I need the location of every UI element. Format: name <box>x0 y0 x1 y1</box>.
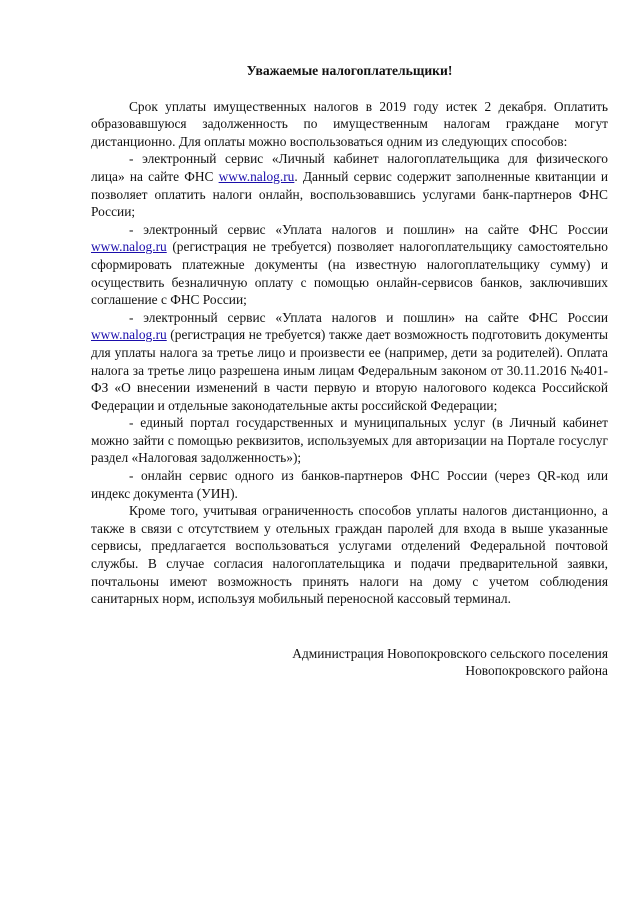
signature-line: Администрация Новопокровского сельского поселения <box>292 645 608 661</box>
intro-paragraph: Срок уплаты имущественных налогов в 2019 году истек 2 декабря. Оплатить образовавшуюся задолженность по имущественным налогам граждане могут дистанционно. Для оплаты можно воспользоваться одним из следующих способов: <box>91 98 608 149</box>
method-item-text: - электронный сервис «Уплата налогов и пошлин» на сайте ФНС России <box>129 221 608 237</box>
document-page <box>91 62 608 680</box>
method-item-text: - электронный сервис «Уплата налогов и пошлин» на сайте ФНС России <box>129 309 608 325</box>
method-item-text: (регистрация не требуется) позволяет налогоплательщику самостоятельно сформировать платежные документы (на известную налогоплательщику сумму) и осуществить безналичную оплату с помощью онлайн-сервисов банков, заключивших соглашение с ФНС России; <box>91 239 608 308</box>
method-item-third-party-payment <box>91 309 608 415</box>
method-item-bank-partner: - онлайн сервис одного из банков-партнеров ФНС России (через QR-код или индекс документа (УИН). <box>91 468 608 501</box>
method-item-tax-payment-service <box>91 221 608 309</box>
closing-paragraph: Кроме того, учитывая ограниченность способов уплаты налогов дистанционно, а также в связи с отсутствием у отельных граждан паролей для входа в выше указанные сервисы, предлагается воспользоваться услугами отделений Федеральной почтовой службы. В случае согласия налогоплательщика и подачи предварительной заявки, почтальоны имеют возможность принять налоги на дому с учетом соблюдения санитарных норм, используя мобильный переносной кассовый терминал. <box>91 503 608 607</box>
nalog-link[interactable]: www.nalog.ru <box>218 168 295 184</box>
method-item-gosuslugi: - единый портал государственных и муниципальных услуг (в Личный кабинет можно зайти с помощью реквизитов, используемых для авторизации на Портале госуслуг раздел «Налоговая задолженность»); <box>91 415 608 466</box>
document-title: Уважаемые налогоплательщики! <box>246 63 453 78</box>
method-item-text: (регистрация не требуется) также дает возможность подготовить документы для уплаты налога за третье лицо и произвести ее (например, дети за родителей). Оплата налога за третье лицо разрешена иным лицам Федеральным законом от 30.11.2016 №401-ФЗ «О внесении изменений в части первую и вторую налогового кодекса Российской Федерации и отдельные законодательные акты российской Федерации; <box>91 327 608 413</box>
signature-line: Новопокровского района <box>465 663 608 679</box>
nalog-link[interactable]: www.nalog.ru <box>91 239 167 255</box>
signature-block <box>91 645 608 680</box>
nalog-link[interactable]: www.nalog.ru <box>91 327 167 343</box>
method-item-text: - электронный сервис «Личный кабинет налогоплательщика для физического лица» на сайте ФНС <box>91 151 608 184</box>
method-item-personal-account <box>91 150 608 220</box>
method-item-text: . Данный сервис содержит заполненные квитанции и позволяет оплатить налоги онлайн, воспользовавшись услугами банк-партнеров ФНС России; <box>91 168 608 220</box>
